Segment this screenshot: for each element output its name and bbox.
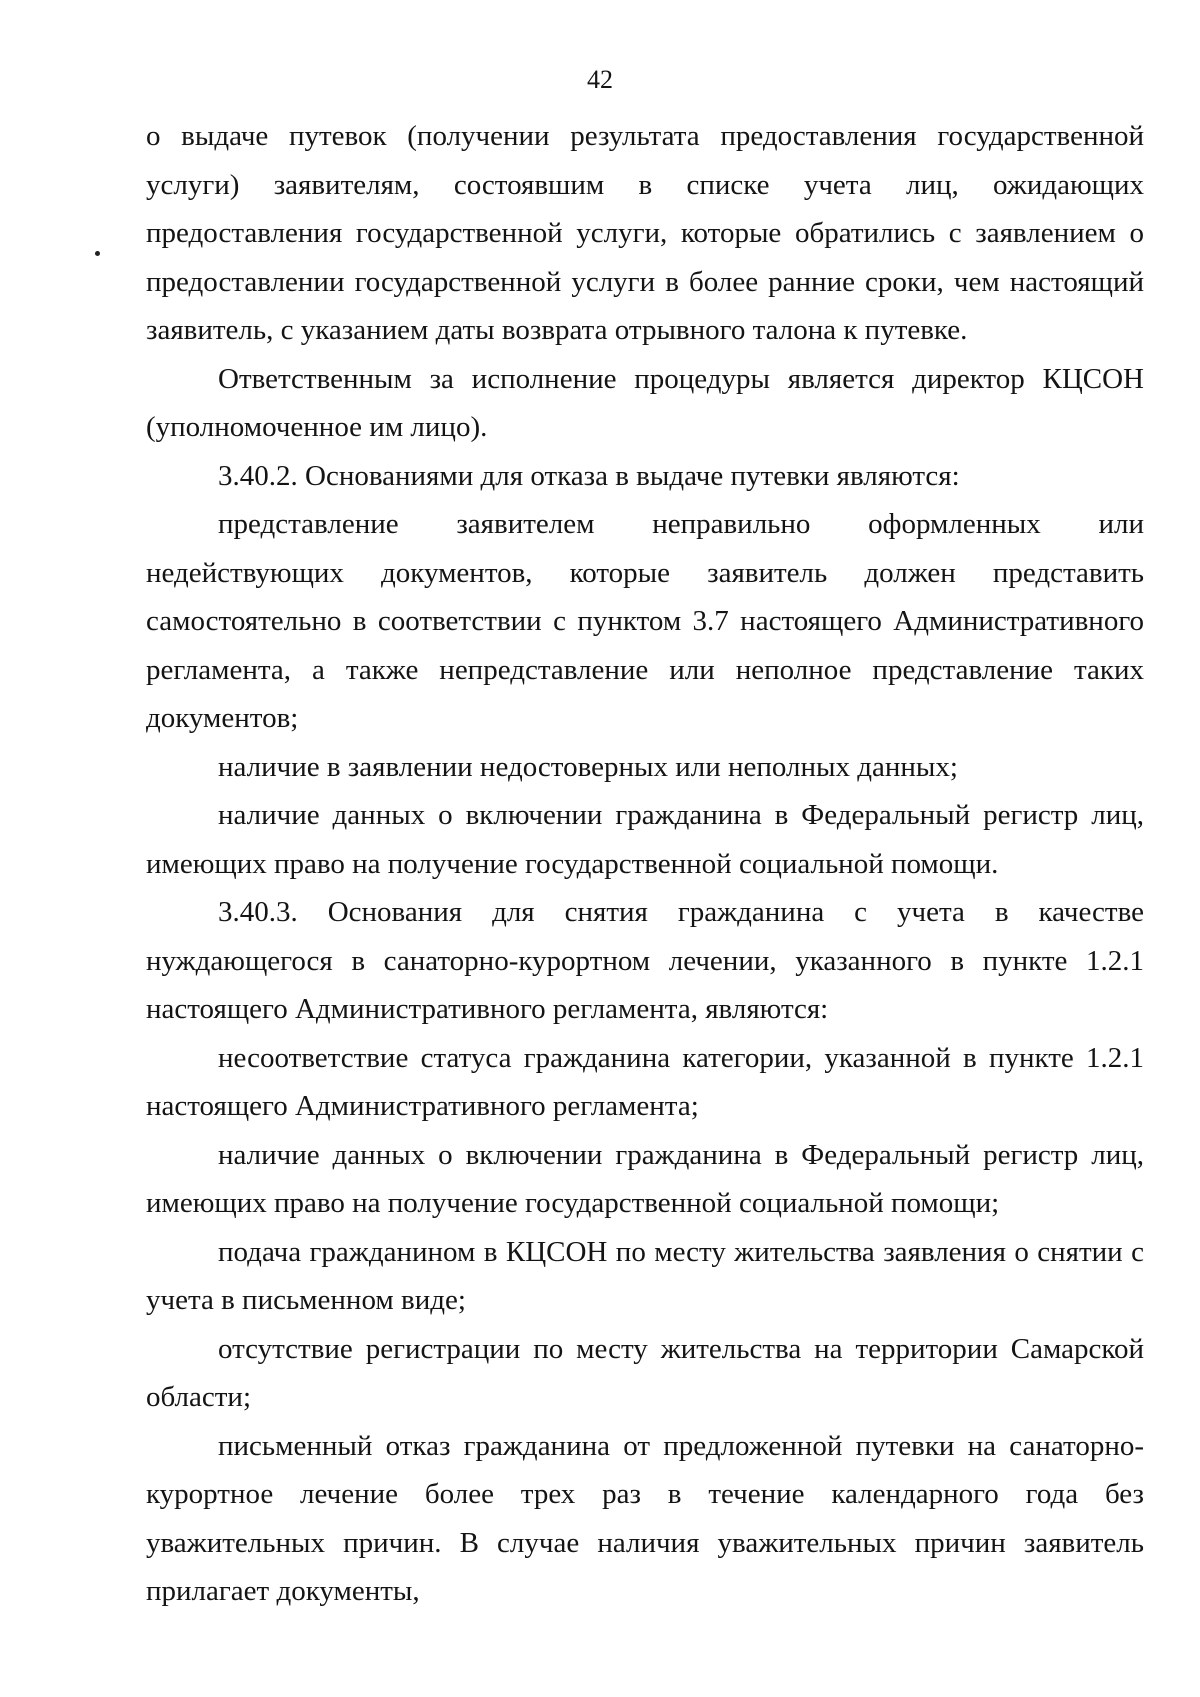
paragraph-removal-ground-5: письменный отказ гражданина от предложенной путевки на санаторно-курортное лечение более трех раз в течение календарного года без уважительных причин. В случае наличия уважительных причин заявитель прилагает документы, <box>146 1429 1144 1607</box>
paragraph-refusal-ground-1: представление заявителем неправильно оформленных или недействующих документов, которые заявитель должен представить самостоятельно в соответствии с пунктом 3.7 настоящего Административного регламента, а также непредставление или неполное представление таких документов; <box>146 508 1144 734</box>
paragraph-removal-ground-2: наличие данных о включении гражданина в Федеральный регистр лиц, имеющих право на получение государственной социальной помощи; <box>146 1138 1144 1219</box>
paragraph-refusal-ground-3: наличие данных о включении гражданина в Федеральный регистр лиц, имеющих право на получение государственной социальной помощи. <box>146 799 1144 880</box>
scan-artifact-dot <box>95 251 100 256</box>
paragraph-removal-ground-1: несоответствие статуса гражданина категории, указанной в пункте 1.2.1 настоящего Административного регламента; <box>146 1041 1144 1122</box>
paragraph-section-3-40-2: 3.40.2. Основаниями для отказа в выдаче путевки являются: <box>218 459 960 492</box>
paragraph-refusal-ground-2: наличие в заявлении недостоверных или неполных данных; <box>218 750 958 783</box>
page-number: 42 <box>587 65 613 94</box>
document-body <box>146 112 1144 1616</box>
paragraph-continuation: о выдаче путевок (получении результата предоставления государственной услуги) заявителям, состоявшим в списке учета лиц, ожидающих предоставления государственной услуги, которые обратились с заявлением о предоставлении государственной услуги в более ранние сроки, чем настоящий заявитель, с указанием даты возврата отрывного талона к путевке. <box>146 120 1144 346</box>
paragraph-removal-ground-4: отсутствие регистрации по месту жительства на территории Самарской области; <box>146 1332 1144 1413</box>
paragraph-section-3-40-3: 3.40.3. Основания для снятия гражданина с учета в качестве нуждающегося в санаторно-курортном лечении, указанного в пункте 1.2.1 настоящего Административного регламента, являются: <box>146 896 1144 1025</box>
paragraph-responsible: Ответственным за исполнение процедуры является директор КЦСОН (уполномоченное им лицо). <box>146 362 1144 443</box>
paragraph-removal-ground-3: подача гражданином в КЦСОН по месту жительства заявления о снятии с учета в письменном виде; <box>146 1235 1144 1316</box>
